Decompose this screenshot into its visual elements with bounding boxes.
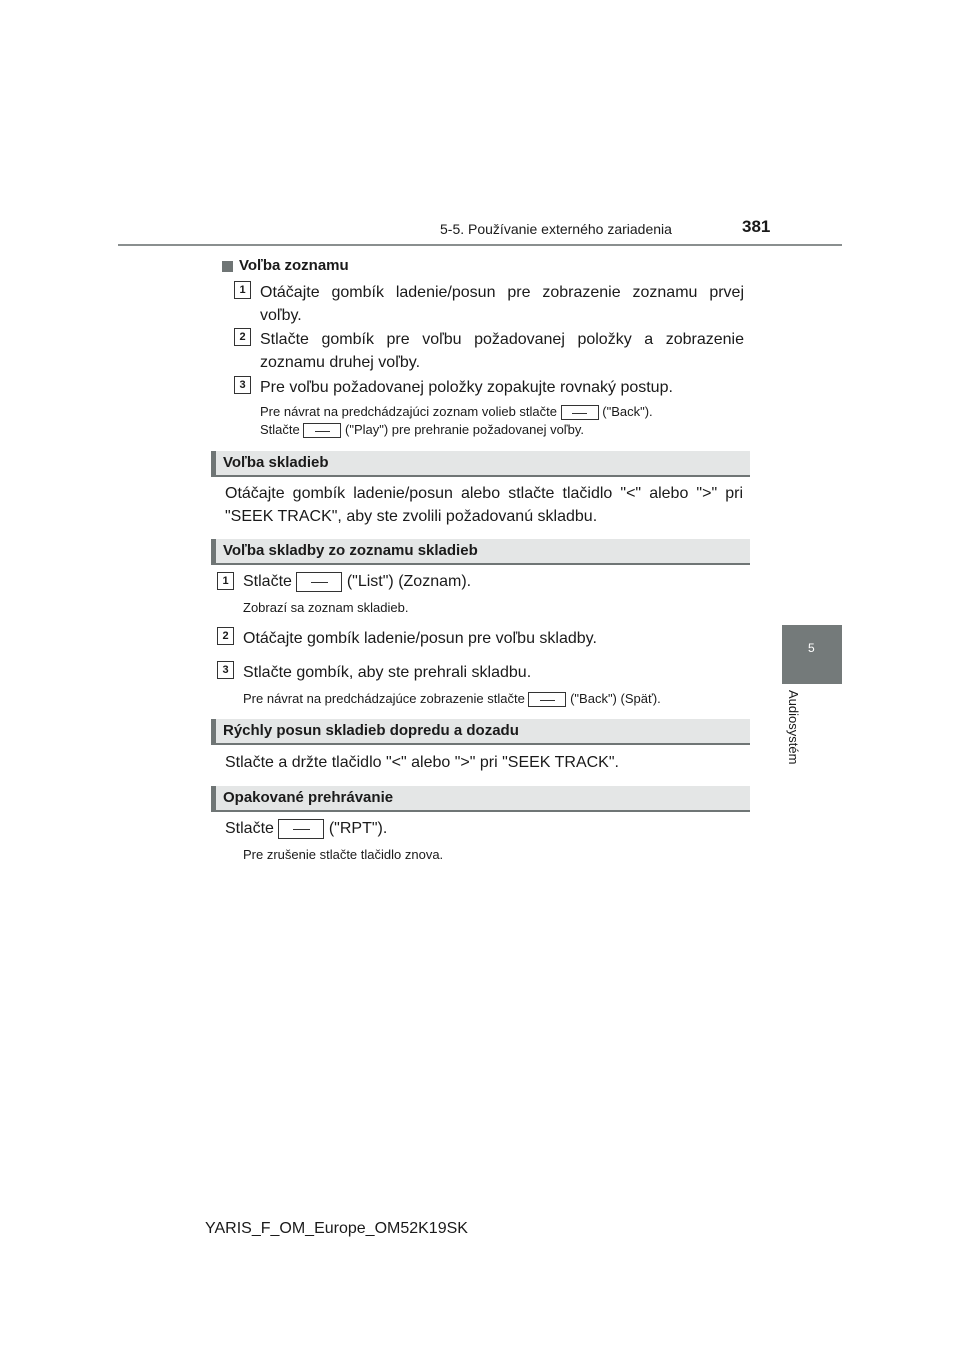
play-button-icon (303, 423, 341, 438)
section-bar-fast (211, 719, 750, 745)
step-number: 1 (234, 281, 251, 299)
step-number: 3 (234, 376, 251, 394)
header-rule (118, 244, 842, 246)
list-select-title: Voľba zoznamu (239, 257, 349, 274)
repeat-note: Pre zrušenie stlačte tlačidlo znova. (243, 847, 444, 862)
list-note-2 (260, 422, 750, 438)
bar-stripe (211, 719, 216, 743)
section-title: Opakované prehrávanie (223, 789, 394, 806)
section-title: Voľba skladieb (223, 454, 329, 471)
track-select-text: Otáčajte gombík ladenie/posun alebo stlačte tlačidlo "<" alebo ">" pri "SEEK TRACK", aby ste zvolili požadovanú skladbu. (225, 485, 743, 525)
back-button-icon (528, 692, 566, 707)
section-bar-track-select (211, 451, 750, 477)
note-text: Stlačte (260, 422, 300, 437)
chapter-label-text: Audiosystém (786, 690, 801, 765)
page-number: 381 (742, 217, 771, 236)
list-select-heading (222, 254, 349, 277)
header-section-title: 5-5. Používanie externého zariadenia (440, 221, 672, 237)
step-number: 2 (234, 328, 251, 346)
step-text: ("RPT"). (328, 820, 388, 837)
list-step-2: Stlačte gombík pre voľbu požadovanej položky a zobrazenie zoznamu druhej voľby. (260, 331, 744, 371)
chapter-label (786, 690, 806, 790)
track-list-step-2: Otáčajte gombík ladenie/posun pre voľbu skladby. (243, 630, 597, 647)
list-button-icon (296, 572, 342, 592)
note-text: ("Back"). (602, 404, 653, 419)
step-number: 3 (217, 661, 234, 679)
bar-stripe (211, 451, 216, 475)
chapter-tab (782, 625, 842, 684)
rpt-button-icon (278, 819, 324, 839)
step-text: Stlačte (243, 573, 292, 590)
repeat-text (225, 817, 387, 840)
note-text: Pre návrat na predchádzajúce zobrazenie stlačte (243, 691, 525, 706)
track-list-step-3-note (243, 691, 748, 707)
step-number: 2 (217, 627, 234, 645)
note-text: ("Back") (Späť). (570, 691, 661, 706)
track-list-step-1-note: Zobrazí sa zoznam skladieb. (243, 600, 409, 615)
section-bar-track-list (211, 539, 750, 565)
list-step-1: Otáčajte gombík ladenie/posun pre zobrazenie zoznamu prvej voľby. (260, 284, 744, 324)
section-title: Voľba skladby zo zoznamu skladieb (223, 542, 478, 559)
track-list-step-1 (243, 570, 743, 593)
fast-text: Stlačte a držte tlačidlo "<" alebo ">" pri "SEEK TRACK". (225, 754, 619, 771)
square-bullet-icon (222, 261, 233, 272)
footer-code: YARIS_F_OM_Europe_OM52K19SK (205, 1220, 468, 1237)
bar-stripe (211, 539, 216, 563)
step-text: Stlačte (225, 820, 274, 837)
step-text: ("List") (Zoznam). (346, 573, 472, 590)
section-title: Rýchly posun skladieb dopredu a dozadu (223, 722, 519, 739)
section-bar-repeat (211, 786, 750, 812)
bar-stripe (211, 786, 216, 810)
list-step-3: Pre voľbu požadovanej položky zopakujte rovnaký postup. (260, 379, 673, 396)
step-number: 1 (217, 572, 234, 590)
chapter-number: 5 (808, 641, 815, 655)
back-button-icon (561, 405, 599, 420)
note-text: ("Play") pre prehranie požadovanej voľby. (345, 422, 584, 437)
list-note-1 (260, 404, 750, 420)
note-text: Pre návrat na predchádzajúci zoznam volieb stlačte (260, 404, 557, 419)
track-list-step-3: Stlačte gombík, aby ste prehrali skladbu. (243, 664, 532, 681)
